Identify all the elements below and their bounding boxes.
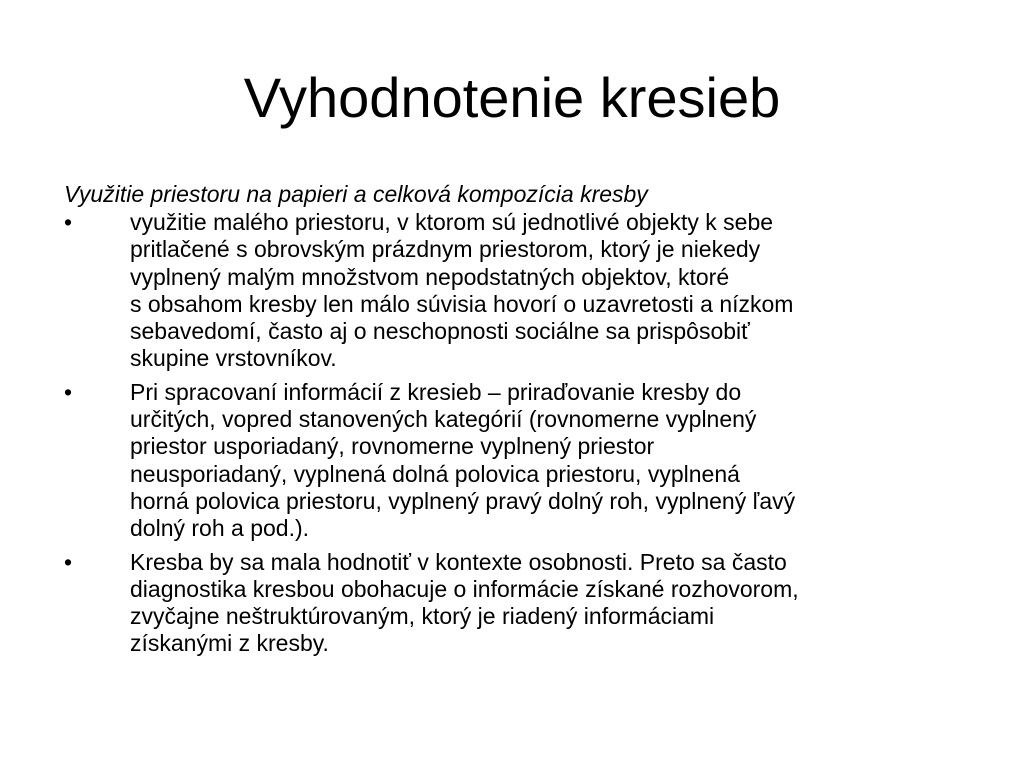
- bullet-text-line: dolný roh a pod.).: [130, 515, 310, 542]
- slide-title: Vyhodnotenie kresieb: [243, 66, 781, 129]
- bullet-text-line: s obsahom kresby len málo súvisia hovorí o uzavretosti a nízkom: [130, 290, 794, 317]
- bullet-icon: •: [64, 378, 73, 405]
- slide-subheading: Využitie priestoru na papieri a celková kompozícia kresby: [64, 181, 648, 207]
- bullet-text-line: určitých, vopred stanovených kategórií (rovnomerne vyplnený: [130, 406, 757, 433]
- bullet-text-line: horná polovica priestoru, vyplnený pravý dolný roh, vyplnený ľavý: [130, 487, 796, 514]
- bullet-item-1: [64, 209, 974, 373]
- bullet-item-2: [64, 379, 974, 543]
- bullet-text-line: získanými z kresby.: [130, 630, 329, 657]
- bullet-text-line: využitie malého priestoru, v ktorom sú jednotlivé objekty k sebe: [130, 209, 774, 235]
- bullet-text-line: skupine vrstovníkov.: [130, 345, 337, 372]
- bullet-list: [64, 209, 974, 658]
- bullet-text-line: sebavedomí, často aj o neschopnosti sociálne sa prispôsobiť: [130, 318, 750, 345]
- bullet-text-line: Pri spracovaní informácií z kresieb – priraďovanie kresby do: [130, 378, 742, 405]
- bullet-item-3: [64, 549, 974, 658]
- bullet-text-line: neusporiadaný, vyplnená dolná polovica priestoru, vyplnená: [130, 460, 740, 487]
- bullet-text-line: priestor usporiadaný, rovnomerne vyplnený priestor: [130, 433, 655, 460]
- bullet-text-line: Kresba by sa mala hodnotiť v kontexte osobnosti. Preto sa často: [130, 548, 787, 575]
- bullet-text-line: pritlačené s obrovským prázdnym priestorom, ktorý je niekedy: [130, 236, 761, 263]
- bullet-text-line: vyplnený malým množstvom nepodstatných objektov, ktoré: [130, 263, 730, 290]
- slide-content: [64, 180, 974, 664]
- bullet-icon: •: [64, 548, 73, 575]
- bullet-icon: •: [64, 209, 73, 235]
- bullet-text-line: diagnostika kresbou obohacuje o informácie získané rozhovorom,: [130, 575, 799, 602]
- bullet-text-line: zvyčajne neštruktúrovaným, ktorý je riadený informáciami: [130, 603, 715, 630]
